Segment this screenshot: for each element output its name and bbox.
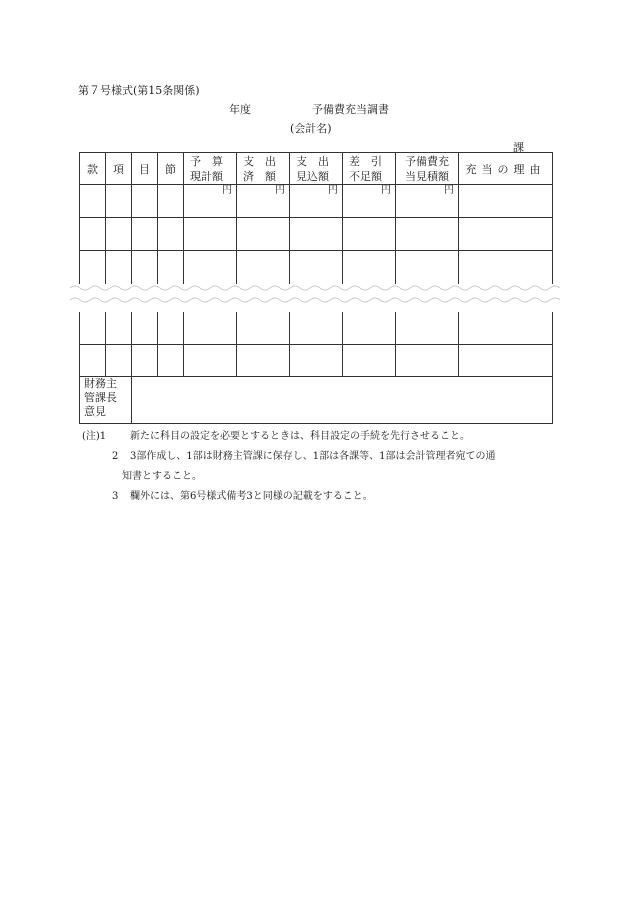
col-header-budget-line2: 現計額: [190, 169, 223, 183]
fiscal-year-label: 年度: [229, 103, 251, 116]
note-number: (注)1: [82, 431, 107, 442]
note-number: 2: [112, 451, 119, 462]
col-header-reserve-line1: 予備費充: [405, 154, 449, 168]
allocation-table-top: [79, 152, 553, 284]
col-header-expected-line1: 支 出: [296, 154, 329, 168]
note-text: 知書とすること。: [122, 471, 202, 482]
finance-manager-opinion-label: 財務主 管課長 意見: [80, 376, 132, 423]
note-text: 欄外には、第6号様式備考3と同様の記載をすること。: [130, 491, 373, 502]
note-number: 3: [112, 491, 119, 502]
col-header-reserve-line2: 当見積額: [405, 169, 449, 183]
col-header-shortfall: [343, 153, 396, 185]
col-header-budget: [184, 153, 237, 185]
table-row: [80, 218, 553, 251]
table-row: [80, 185, 553, 218]
col-header-spent: [237, 153, 290, 185]
remarks-row: [80, 376, 553, 423]
col-header-reserve-estimate: [396, 153, 459, 185]
note-text: 新たに科目の設定を必要とするときは、科目設定の手続を先行させること。: [130, 431, 470, 442]
col-header-shortfall-line2: 不足額: [349, 169, 382, 183]
col-header-spent-line1: 支 出: [243, 154, 276, 168]
yen-unit: 円: [184, 185, 237, 218]
yen-unit: 円: [396, 185, 459, 218]
col-header-expected-line2: 見込額: [296, 169, 329, 183]
department-label: 課: [513, 141, 524, 154]
yen-unit: 円: [237, 185, 290, 218]
form-label: 第７号様式(第15条関係): [78, 84, 200, 97]
accounting-name-label: (会計名): [290, 122, 332, 135]
col-header-kan: 款: [80, 153, 106, 185]
col-header-spent-line2: 済 額: [243, 169, 276, 183]
table-row: [80, 312, 553, 344]
table-break-mark: [70, 282, 560, 312]
header-row: [80, 153, 553, 185]
col-header-setsu: 節: [158, 153, 184, 185]
col-header-budget-line1: 予 算: [190, 154, 223, 168]
col-header-reason: 充当の理由: [459, 153, 553, 185]
yen-unit: 円: [343, 185, 396, 218]
col-header-expected: [290, 153, 343, 185]
note-text: 3部作成し、1部は財務主管課に保存し、1部は各課等、1部は会計管理者宛ての通: [130, 451, 496, 462]
document-title: 予備費充当調書: [312, 103, 389, 116]
allocation-table-bottom: [79, 312, 553, 424]
col-header-kou: 項: [106, 153, 132, 185]
col-header-shortfall-line1: 差 引: [349, 154, 382, 168]
table-row: [80, 344, 553, 376]
table-row: [80, 251, 553, 284]
yen-unit: 円: [290, 185, 343, 218]
finance-manager-opinion-field[interactable]: [132, 376, 553, 423]
col-header-moku: 目: [132, 153, 158, 185]
